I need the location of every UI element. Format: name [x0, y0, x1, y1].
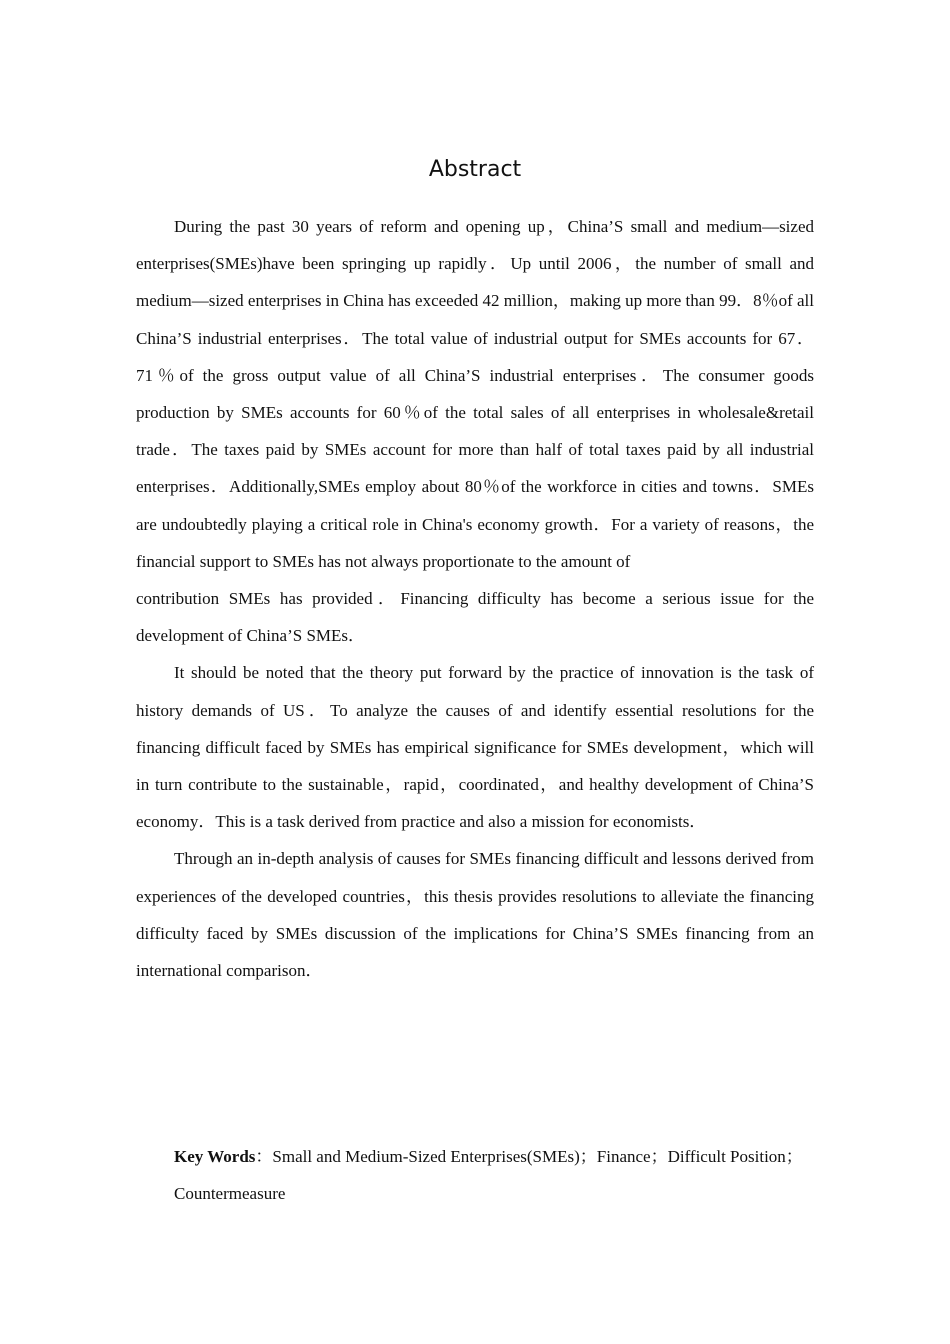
- keywords-text: Small and Medium-Sized Enterprises(SMEs)；Finance；Difficult Position；Countermeasure: [174, 1147, 803, 1204]
- abstract-paragraph-2: It should be noted that the theory put forward by the practice of innovation is the task of history demands of US．To analyze the causes of and identify essential resolutions for the financing difficult faced by SMEs has empirical significance for SMEs development，which will in turn contribute to the sustainable，rapid，coordinated，and healthy development of China’S economy．This is a task derived from practice and also a mission for economists．: [136, 663, 814, 832]
- page-title: Abstract: [428, 157, 522, 182]
- abstract-body: [136, 208, 814, 989]
- abstract-paragraph-3: Through an in-depth analysis of causes for SMEs financing difficult and lessons derived from experiences of the developed countries，this thesis provides resolutions to alleviate the financing difficulty faced by SMEs discussion of the implications for China’S SMEs financing from an international comparison．: [136, 849, 814, 981]
- keywords-separator: ：: [255, 1147, 273, 1166]
- keywords-label: Key Words: [174, 1147, 256, 1166]
- keywords-line: [174, 1138, 814, 1212]
- keywords-section: [174, 1138, 814, 1212]
- abstract-paragraph-1-continued: contribution SMEs has provided．Financing difficulty has become a serious issue for the development of China’S SMEs．: [136, 589, 814, 646]
- abstract-paragraph-1: During the past 30 years of reform and opening up，China’S small and medium—sized enterprises(SMEs)have been springing up rapidly．Up until 2006，the number of small and medium—sized enterprises in China has exceeded 42 million，making up more than 99．8％of all China’S industrial enterprises．The total value of industrial output for SMEs accounts for 67．71％of the gross output value of all China’S industrial enterprises．The consumer goods production by SMEs accounts for 60％of the total sales of all enterprises in wholesale&retail trade．The taxes paid by SMEs account for more than half of total taxes paid by all industrial enterprises．Additionally,SMEs employ about 80％of the workforce in cities and towns．SMEs are undoubtedly playing a critical role in China's economy growth．For a variety of reasons，the financial support to SMEs has not always proportionate to the amount of: [136, 217, 814, 571]
